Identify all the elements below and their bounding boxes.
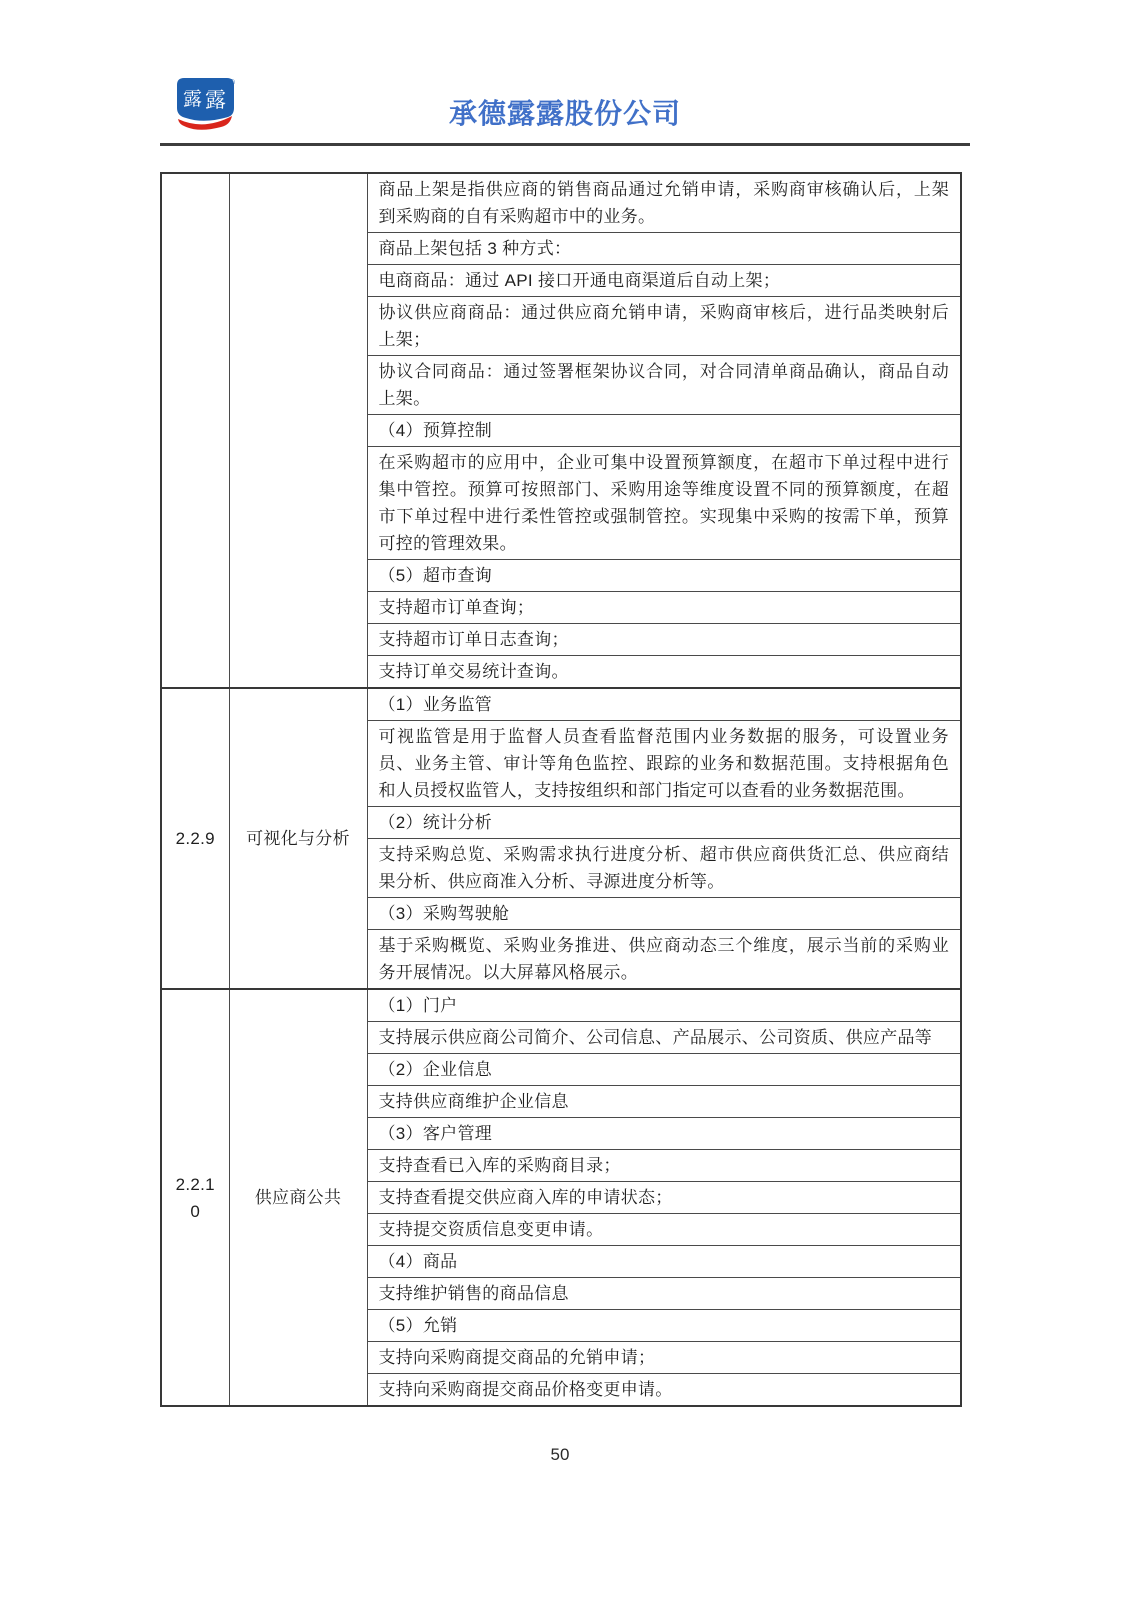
company-logo [174, 76, 238, 134]
page-header [160, 68, 970, 146]
spec-text-cell: （1）业务监管 [367, 688, 961, 721]
logo-char-left: 露 [183, 89, 203, 110]
spec-text-cell: 支持查看提交供应商入库的申请状态； [367, 1182, 961, 1214]
spec-text-cell: 支持提交资质信息变更申请。 [367, 1214, 961, 1246]
spec-text-cell: （3）客户管理 [367, 1118, 961, 1150]
spec-text-cell: 支持超市订单查询； [367, 592, 961, 624]
spec-table-container [160, 172, 960, 1407]
spec-text-cell: 支持向采购商提交商品价格变更申请。 [367, 1374, 961, 1407]
spec-text-cell: （4）商品 [367, 1246, 961, 1278]
spec-text-cell: 协议供应商商品：通过供应商允销申请，采购商审核后，进行品类映射后上架； [367, 297, 961, 356]
spec-text-cell: （2）统计分析 [367, 807, 961, 839]
spec-text-cell: 电商商品：通过 API 接口开通电商渠道后自动上架； [367, 265, 961, 297]
spec-text-cell: 支持超市订单日志查询； [367, 624, 961, 656]
spec-text-cell: 商品上架是指供应商的销售商品通过允销申请，采购商审核确认后，上架到采购商的自有采购超市中的业务。 [367, 173, 961, 233]
section-number-cell: 2.2.10 [161, 989, 229, 1406]
section-name-cell: 供应商公共 [229, 989, 367, 1406]
spec-text-cell: 支持维护销售的商品信息 [367, 1278, 961, 1310]
lulu-logo-icon [174, 76, 238, 134]
section-number-cell [161, 173, 229, 688]
spec-text-cell: 支持采购总览、采购需求执行进度分析、超市供应商供货汇总、供应商结果分析、供应商准入分析、寻源进度分析等。 [367, 839, 961, 898]
spec-text-cell: 商品上架包括 3 种方式： [367, 233, 961, 265]
table-row [161, 688, 961, 721]
registered-mark: ® [229, 78, 235, 87]
spec-text-cell: 基于采购概览、采购业务推进、供应商动态三个维度，展示当前的采购业务开展情况。以大屏幕风格展示。 [367, 930, 961, 990]
spec-text-cell: 在采购超市的应用中，企业可集中设置预算额度，在超市下单过程中进行集中管控。预算可按照部门、采购用途等维度设置不同的预算额度，在超市下单过程中进行柔性管控或强制管控。实现集中采购的按需下单，预算可控的管理效果。 [367, 447, 961, 560]
spec-text-cell: （2）企业信息 [367, 1054, 961, 1086]
page-number: 50 [550, 1445, 570, 1464]
spec-text-cell: （4）预算控制 [367, 415, 961, 447]
spec-text-cell: 可视监管是用于监督人员查看监督范围内业务数据的服务，可设置业务员、业务主管、审计等角色监控、跟踪的业务和数据范围。支持根据角色和人员授权监管人，支持按组织和部门指定可以查看的业务数据范围。 [367, 721, 961, 807]
section-number-cell: 2.2.9 [161, 688, 229, 989]
spec-text-cell: （1）门户 [367, 989, 961, 1022]
table-row [161, 989, 961, 1022]
spec-table [160, 172, 962, 1407]
logo-char-right: 露 [205, 89, 226, 112]
spec-text-cell: 支持展示供应商公司简介、公司信息、产品展示、公司资质、供应产品等 [367, 1022, 961, 1054]
spec-text-cell: （5）超市查询 [367, 560, 961, 592]
table-row [161, 173, 961, 233]
spec-text-cell: （3）采购驾驶舱 [367, 898, 961, 930]
spec-text-cell: 支持订单交易统计查询。 [367, 656, 961, 689]
header-divider [160, 143, 970, 146]
section-name-cell [229, 173, 367, 688]
spec-text-cell: 协议合同商品：通过签署框架协议合同，对合同清单商品确认，商品自动上架。 [367, 356, 961, 415]
spec-text-cell: 支持供应商维护企业信息 [367, 1086, 961, 1118]
company-title: 承德露露股份公司 [448, 98, 681, 129]
section-name-cell: 可视化与分析 [229, 688, 367, 989]
spec-text-cell: （5）允销 [367, 1310, 961, 1342]
spec-text-cell: 支持向采购商提交商品的允销申请； [367, 1342, 961, 1374]
spec-text-cell: 支持查看已入库的采购商目录； [367, 1150, 961, 1182]
